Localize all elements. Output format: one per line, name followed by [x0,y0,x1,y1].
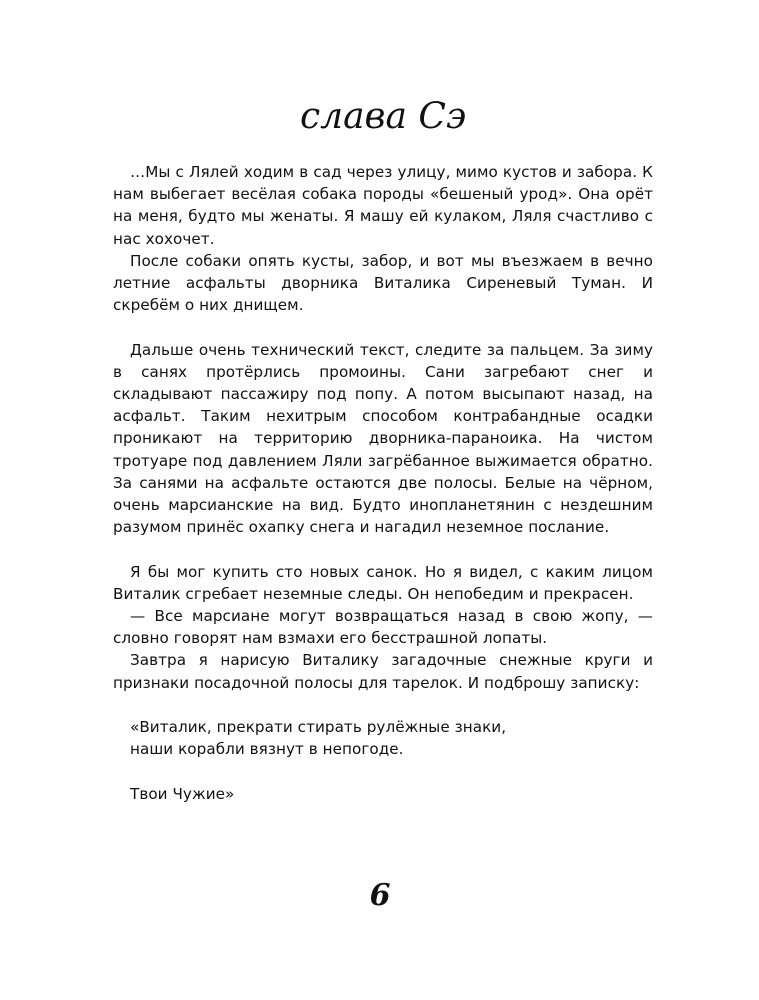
paragraph-3: Дальше очень технический текст, следите за пальцем. За зиму в санях протёрлись промоины. Сани загребают снег и складывают пассажиру под попу. А потом высыпают назад, на асфальт. Таким нехитрым способом контрабандные осадки проникают на территорию дворника-параноика. На чистом тротуаре под давлением Ляли загрёбанное выжимается обратно. За санями на асфальте остаются две полосы. Белые на чёрном, очень марсианские на вид. Будто инопланетянин с нездешним разумом принёс охапку снега и нагадил неземное послание. [113,340,653,537]
title-svg [290,88,490,148]
note-signature: Твои Чужие» [130,784,235,803]
paragraph-5: — Все марсиане могут возвращаться назад в свою жопу, — словно говорят нам взмахи его бесстрашной лопаты. [113,607,653,648]
body-text [113,161,653,805]
paragraph-1: …Мы с Лялей ходим в сад через улицу, мимо кустов и забора. К нам выбегает весёлая собака породы «бешеный урод». Она орёт на меня, будто мы женаты. Я машу ей кулаком, Ляля счастливо с нас хохочет. [113,163,653,248]
paragraph-4: Я бы мог купить сто новых санок. Но я видел, с каким лицом Виталик сгребает неземные следы. Он непобедим и прекрасен. [113,562,653,603]
paragraph-6: Завтра я нарисую Виталику загадочные снежные круги и признаки посадочной полосы для тарелок. И подброшу записку: [113,651,653,692]
page-number: 6 [369,878,391,913]
note-line-2: наши корабли вязнут в непогоде. [130,740,404,759]
title-text: слава Сэ [300,96,467,137]
note-line-1: «Виталик, прекрати стирать рулёжные знаки, [130,718,507,737]
paragraph-2: После собаки опять кусты, забор, и вот мы въезжаем в вечно летние асфальты дворника Виталика Сиреневый Туман. И скребём о них днищем. [113,251,653,315]
handwritten-title [290,88,490,148]
